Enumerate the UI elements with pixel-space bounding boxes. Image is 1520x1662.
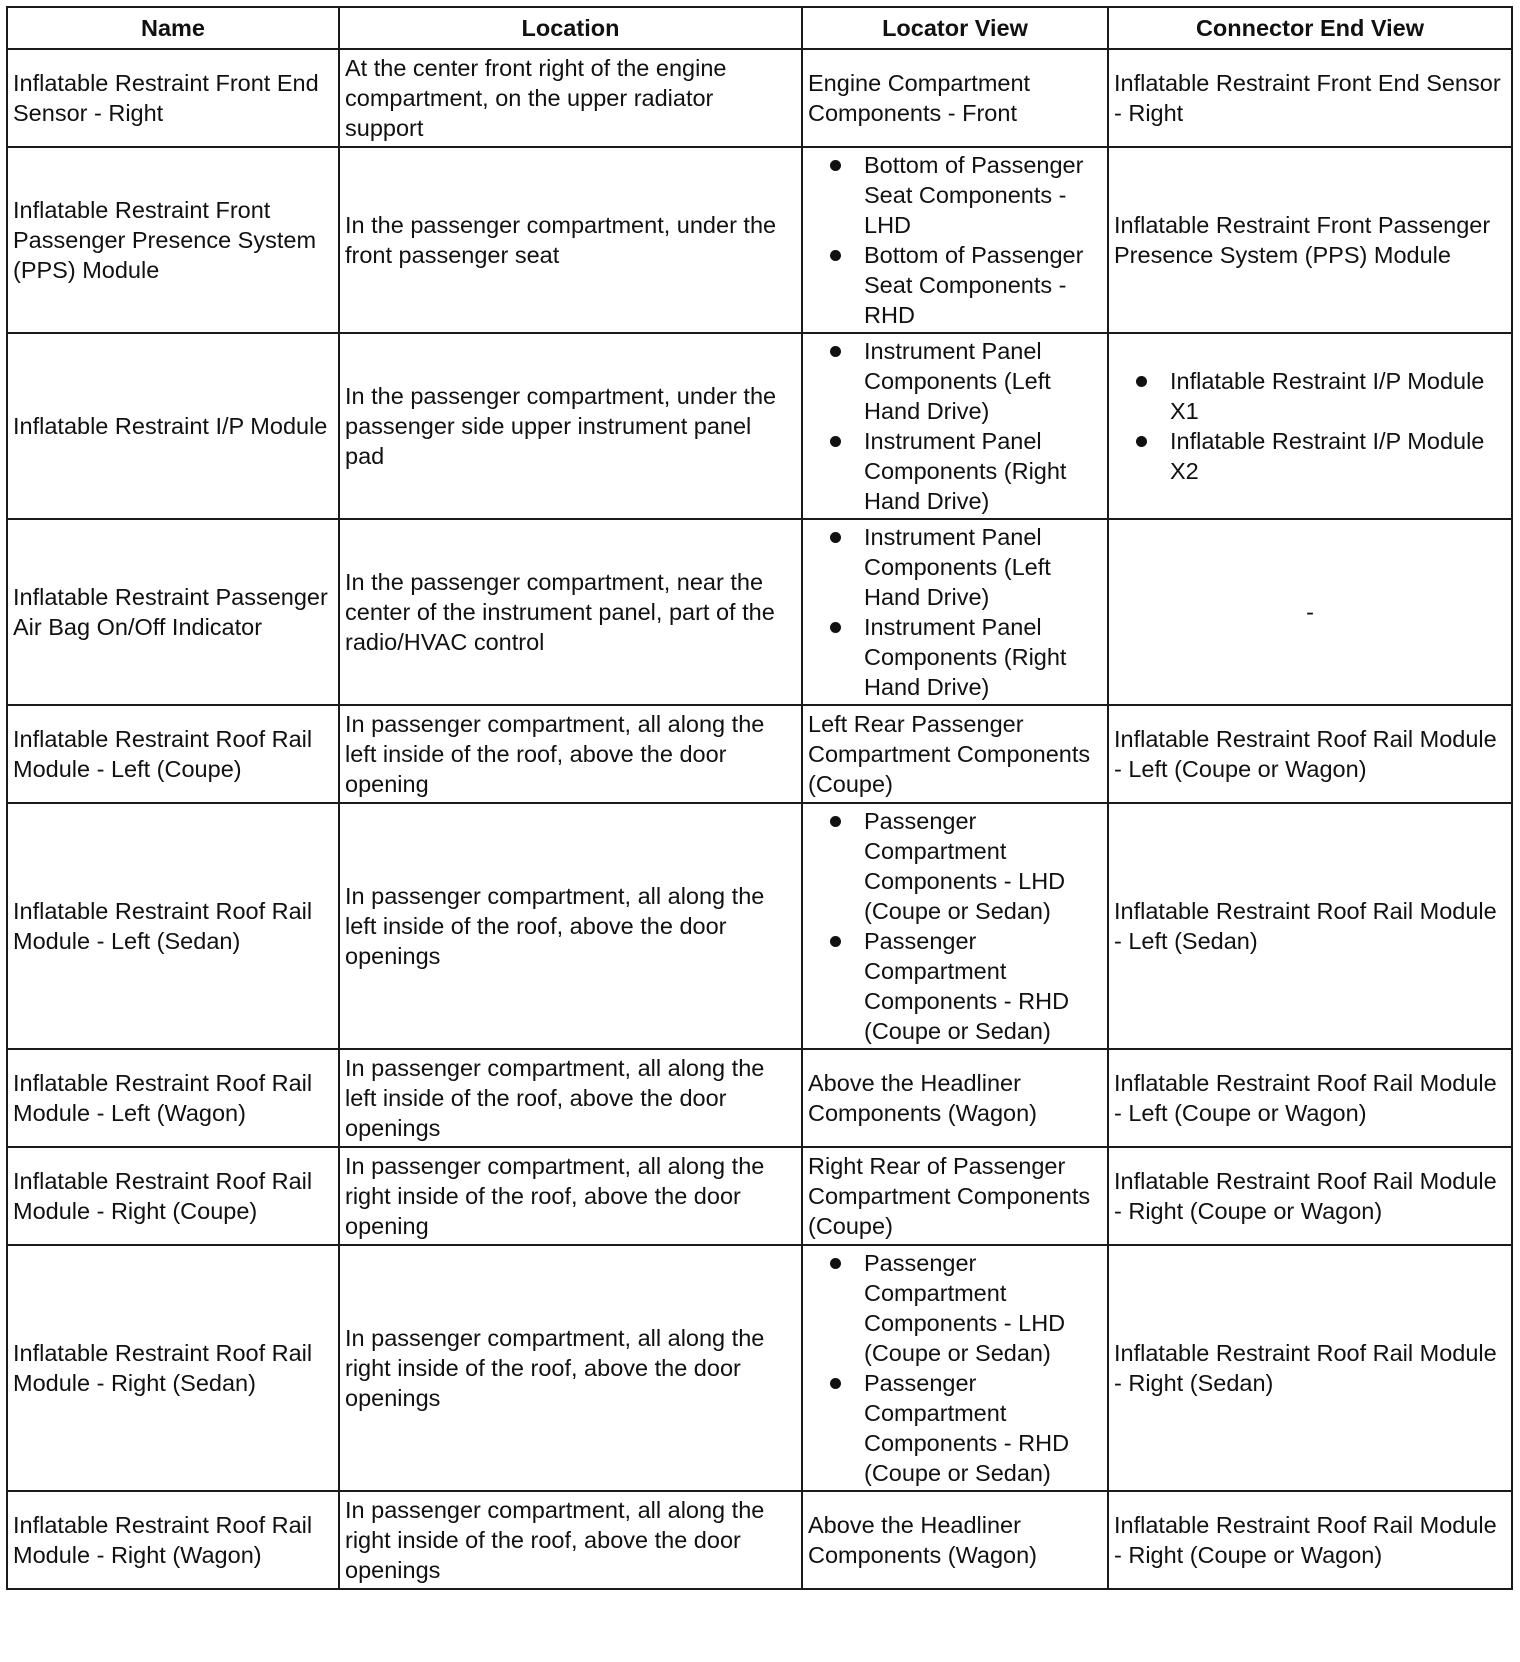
cell-locator-view <box>802 1245 1108 1491</box>
cell-name: Inflatable Restraint I/P Module <box>7 333 339 519</box>
cell-connector-end-view <box>1108 519 1512 705</box>
bullet-item: Bottom of Passenger Seat Components - LHD <box>826 150 1102 240</box>
cell-name: Inflatable Restraint Front Passenger Presence System (PPS) Module <box>7 147 339 333</box>
bullet-item: Instrument Panel Components (Left Hand Drive) <box>826 336 1102 426</box>
bullet-item: Passenger Compartment Components - LHD (Coupe or Sedan) <box>826 806 1102 926</box>
table-row <box>7 705 1512 803</box>
header-locator-view: Locator View <box>802 7 1108 49</box>
bullet-item: Inflatable Restraint I/P Module X2 <box>1132 426 1506 486</box>
bullet-list <box>808 336 1102 516</box>
cell-locator-view <box>802 147 1108 333</box>
cell-text: Inflatable Restraint Roof Rail Module - Right (Coupe or Wagon) <box>1114 1168 1497 1224</box>
cell-text: Engine Compartment Components - Front <box>808 70 1031 126</box>
bullet-item: Passenger Compartment Components - LHD (Coupe or Sedan) <box>826 1248 1102 1368</box>
bullet-item: Passenger Compartment Components - RHD (Coupe or Sedan) <box>826 926 1102 1046</box>
cell-locator-view <box>802 1049 1108 1147</box>
cell-text: Above the Headliner Components (Wagon) <box>808 1070 1038 1126</box>
cell-location: In the passenger compartment, near the center of the instrument panel, part of the radio/HVAC control <box>339 519 802 705</box>
cell-text: Right Rear of Passenger Compartment Components (Coupe) <box>808 1153 1091 1239</box>
cell-text: Inflatable Restraint Roof Rail Module - Right (Sedan) <box>1114 1340 1497 1396</box>
cell-locator-view <box>802 333 1108 519</box>
cell-location: At the center front right of the engine compartment, on the upper radiator support <box>339 49 802 147</box>
cell-name: Inflatable Restraint Roof Rail Module - Right (Sedan) <box>7 1245 339 1491</box>
table-row <box>7 803 1512 1049</box>
bullet-list <box>808 1248 1102 1488</box>
cell-connector-end-view <box>1108 803 1512 1049</box>
cell-connector-end-view <box>1108 705 1512 803</box>
bullet-list <box>808 522 1102 702</box>
header-name: Name <box>7 7 339 49</box>
cell-text: Inflatable Restraint Front End Sensor - Right <box>1114 70 1501 126</box>
cell-locator-view <box>802 1147 1108 1245</box>
component-locator-table <box>6 6 1513 1590</box>
table-row <box>7 1491 1512 1589</box>
cell-name: Inflatable Restraint Roof Rail Module - Left (Coupe) <box>7 705 339 803</box>
cell-locator-view <box>802 705 1108 803</box>
table-row <box>7 49 1512 147</box>
cell-name: Inflatable Restraint Front End Sensor - Right <box>7 49 339 147</box>
cell-text: Inflatable Restraint Roof Rail Module - Left (Coupe or Wagon) <box>1114 1070 1497 1126</box>
bullet-list <box>808 806 1102 1046</box>
cell-text: Inflatable Restraint Roof Rail Module - Right (Coupe or Wagon) <box>1114 1512 1497 1568</box>
cell-name: Inflatable Restraint Roof Rail Module - Right (Wagon) <box>7 1491 339 1589</box>
cell-name: Inflatable Restraint Roof Rail Module - Left (Sedan) <box>7 803 339 1049</box>
cell-location: In passenger compartment, all along the left inside of the roof, above the door opening <box>339 705 802 803</box>
cell-name: Inflatable Restraint Roof Rail Module - Right (Coupe) <box>7 1147 339 1245</box>
bullet-item: Instrument Panel Components (Left Hand Drive) <box>826 522 1102 612</box>
cell-name: Inflatable Restraint Passenger Air Bag On/Off Indicator <box>7 519 339 705</box>
table-row <box>7 1147 1512 1245</box>
cell-location: In passenger compartment, all along the left inside of the roof, above the door openings <box>339 803 802 1049</box>
header-connector-end-view: Connector End View <box>1108 7 1512 49</box>
cell-connector-end-view <box>1108 1147 1512 1245</box>
header-row <box>7 7 1512 49</box>
table-row <box>7 147 1512 333</box>
cell-text: Inflatable Restraint Roof Rail Module - Left (Sedan) <box>1114 898 1497 954</box>
bullet-list <box>1114 366 1506 486</box>
cell-connector-end-view <box>1108 1491 1512 1589</box>
table-row <box>7 1245 1512 1491</box>
cell-text: Inflatable Restraint Roof Rail Module - Left (Coupe or Wagon) <box>1114 726 1497 782</box>
cell-location: In passenger compartment, all along the right inside of the roof, above the door openings <box>339 1491 802 1589</box>
cell-locator-view <box>802 49 1108 147</box>
table-row <box>7 519 1512 705</box>
cell-location: In passenger compartment, all along the right inside of the roof, above the door openings <box>339 1245 802 1491</box>
cell-locator-view <box>802 1491 1108 1589</box>
table-row <box>7 333 1512 519</box>
cell-name: Inflatable Restraint Roof Rail Module - Left (Wagon) <box>7 1049 339 1147</box>
cell-text: Inflatable Restraint Front Passenger Presence System (PPS) Module <box>1114 212 1491 268</box>
cell-text: Above the Headliner Components (Wagon) <box>808 1512 1038 1568</box>
bullet-item: Inflatable Restraint I/P Module X1 <box>1132 366 1506 426</box>
cell-connector-end-view <box>1108 49 1512 147</box>
bullet-item: Instrument Panel Components (Right Hand Drive) <box>826 612 1102 702</box>
cell-connector-end-view <box>1108 1245 1512 1491</box>
cell-location: In the passenger compartment, under the passenger side upper instrument panel pad <box>339 333 802 519</box>
cell-text: Left Rear Passenger Compartment Components (Coupe) <box>808 711 1091 797</box>
cell-connector-end-view <box>1108 1049 1512 1147</box>
bullet-item: Passenger Compartment Components - RHD (Coupe or Sedan) <box>826 1368 1102 1488</box>
table-row <box>7 1049 1512 1147</box>
header-location: Location <box>339 7 802 49</box>
cell-locator-view <box>802 803 1108 1049</box>
bullet-item: Instrument Panel Components (Right Hand Drive) <box>826 426 1102 516</box>
cell-connector-end-view <box>1108 333 1512 519</box>
cell-connector-end-view <box>1108 147 1512 333</box>
bullet-list <box>808 150 1102 330</box>
cell-location: In the passenger compartment, under the front passenger seat <box>339 147 802 333</box>
cell-location: In passenger compartment, all along the left inside of the roof, above the door openings <box>339 1049 802 1147</box>
cell-locator-view <box>802 519 1108 705</box>
cell-text: - <box>1306 599 1314 625</box>
bullet-item: Bottom of Passenger Seat Components - RHD <box>826 240 1102 330</box>
cell-location: In passenger compartment, all along the right inside of the roof, above the door opening <box>339 1147 802 1245</box>
